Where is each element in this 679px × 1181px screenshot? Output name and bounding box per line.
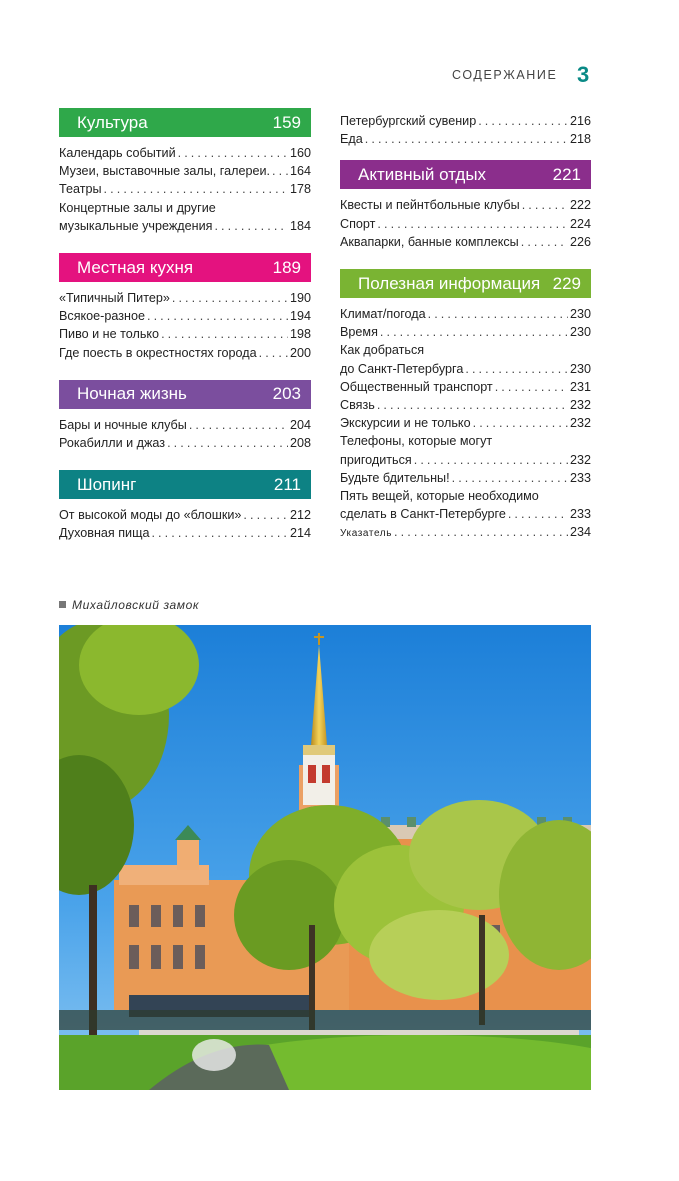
section-page: 159 [272,112,301,132]
toc-entry-title: «Типичный Питер» [59,291,170,306]
toc-section [59,380,311,452]
caption-text: Михайловский замок [72,598,200,612]
toc-entry[interactable] [59,524,311,542]
toc-entry[interactable] [340,112,591,130]
page-number: 3 [577,62,590,87]
toc-entry[interactable] [340,215,591,233]
toc-entry-leader [104,180,288,198]
toc-entry-page: 212 [289,508,311,523]
toc-entry[interactable] [59,416,311,434]
toc-entry[interactable] [59,307,311,325]
section-page: 211 [273,474,301,494]
toc-entry-page: 234 [569,525,591,540]
toc-entry-leader [172,289,288,307]
castle-illustration [59,625,591,1090]
toc-entry[interactable] [59,289,311,307]
toc-entry-leader [151,524,288,542]
toc-entry-title: Аквапарки, банные комплексы [340,234,519,249]
toc-entry-leader [478,112,568,130]
toc-section [59,253,311,362]
toc-entry-title: Указатель [340,528,393,540]
section-page: 203 [272,384,301,404]
toc-section [340,160,591,251]
toc-entry-title: музыкальные учреждения [59,218,213,233]
toc-entry-title-line: Телефоны, которые могут [340,434,493,449]
toc-entry[interactable] [340,414,591,432]
toc-entry-page: 224 [569,216,591,231]
toc-left-column [59,108,311,561]
toc-entry[interactable] [340,487,591,523]
toc-section [340,269,591,544]
toc-entry-leader [380,323,568,341]
toc-entry-page: 184 [289,218,311,233]
toc-entry-title: пригодиться [340,452,412,467]
toc-entry-leader [414,451,568,469]
toc-entry-leader [473,414,568,432]
toc-entry[interactable] [340,305,591,323]
toc-entry-page: 233 [569,470,591,485]
toc-section [59,108,311,235]
toc-entry-title: Связь [340,398,375,413]
header-label: СОДЕРЖАНИЕ [452,68,558,82]
toc-entry-leader [465,360,568,378]
toc-entry-leader [214,217,288,235]
toc-entry-page: 226 [569,234,591,249]
section-header[interactable] [59,380,311,409]
section-title: Активный отдых [358,164,487,184]
toc-entry-leader [428,305,568,323]
toc-entry-page: 190 [289,291,311,306]
toc-entry[interactable] [340,341,591,377]
toc-entry-leader [452,469,568,487]
toc-entry-title: Духовная пища [59,526,150,541]
toc-entry-title: Музеи, выставочные залы, галереи. [59,164,271,179]
toc-entry-page: 231 [569,379,591,394]
toc-entry-title: сделать в Санкт-Петербурге [340,507,506,522]
toc-entry-title: Спорт [340,216,376,231]
toc-entry-title: От высокой моды до «блошки» [59,508,242,523]
toc-entry-leader [167,434,288,452]
toc-right-column [340,112,591,562]
toc-entry-leader [508,505,568,523]
toc-entry-title: Пиво и не только [59,327,160,342]
toc-entry-page: 204 [289,417,311,432]
toc-entry-page: 164 [289,164,311,179]
toc-entry-page: 214 [289,526,311,541]
toc-entry-leader [377,215,568,233]
toc-entry-title-line: Как добраться [340,343,425,358]
section-title: Полезная информация [358,273,541,293]
toc-entry-title: Где поесть в окрестностях города [59,345,257,360]
toc-entry[interactable] [340,432,591,468]
toc-entry-leader [147,307,288,325]
toc-entry-title: Всякое-разное [59,309,145,324]
toc-entry-page: 222 [569,198,591,213]
toc-entry[interactable] [59,344,311,362]
toc-entry[interactable] [59,325,311,343]
section-header[interactable] [59,253,311,282]
toc-entry-page: 230 [569,325,591,340]
toc-entry-page: 160 [289,146,311,160]
section-title: Культура [77,112,148,132]
toc-entry-leader [522,196,568,214]
toc-entry-leader [272,162,288,180]
toc-entry-leader [161,325,288,343]
toc-entry-title: Экскурсии и не только [340,416,471,431]
toc-entry-leader [243,506,288,524]
toc-entry-leader [178,144,288,162]
toc-entry-title: Общественный транспорт [340,379,493,394]
toc-entry[interactable] [340,196,591,214]
toc-entry-title: Рокабилли и джаз [59,436,166,451]
toc-entry-page: 194 [289,309,311,324]
toc-entry[interactable] [340,378,591,396]
toc-entry-title: до Санкт-Петербурга [340,361,464,376]
mikhailovsky-castle-photo [59,625,591,1090]
toc-entry-page: 230 [569,361,591,376]
toc-entry-leader [495,378,568,396]
toc-entry-page: 233 [569,507,591,522]
toc-entry-page: 232 [569,398,591,413]
toc-entry[interactable] [59,199,311,235]
toc-entry[interactable] [340,469,591,487]
toc-entry-title: Театры [59,182,102,197]
toc-right-top-items [340,112,591,148]
toc-entry-title: Еда [340,132,363,147]
section-header[interactable] [59,108,311,137]
toc-entry-title: Календарь событий [59,146,176,160]
toc-entry[interactable] [340,523,591,543]
toc-entry-page: 218 [569,132,591,147]
toc-entry-leader [394,523,568,541]
caption-square-icon [59,601,66,608]
section-title: Ночная жизнь [77,384,187,404]
toc-entry-title: Будьте бдительны! [340,470,450,485]
toc-entry-title: Квесты и пейнтбольные клубы [340,198,520,213]
toc-entry-title-line: Пять вещей, которые необходимо [340,489,539,504]
toc-entry-title: Бары и ночные клубы [59,417,187,432]
toc-entry-page: 216 [569,114,591,128]
toc-section [59,470,311,542]
toc-entry-title: Климат/погода [340,307,426,322]
toc-entry-page: 198 [289,327,311,342]
toc-entry[interactable] [59,434,311,452]
toc-entry-leader [189,416,288,434]
toc-entry[interactable] [59,180,311,198]
section-header[interactable] [340,160,591,189]
toc-entry-page: 178 [289,182,311,197]
toc-entry-page: 208 [289,436,311,451]
toc-entry-title: Петербургский сувенир [340,114,477,128]
toc-entry-leader [259,344,288,362]
section-title: Местная кухня [77,257,194,277]
section-header[interactable] [340,269,591,298]
toc-entry[interactable] [59,162,311,180]
toc-entry-page: 232 [569,452,591,467]
toc-entry-page: 230 [569,307,591,322]
section-header[interactable] [59,470,311,499]
toc-entry-title: Время [340,325,378,340]
section-page: 189 [272,257,301,277]
section-page: 221 [552,164,581,184]
toc-entry[interactable] [59,506,311,524]
toc-entry[interactable] [340,130,591,148]
toc-entry-leader [377,396,568,414]
toc-entry-leader [521,233,568,251]
toc-entry-page: 232 [569,416,591,431]
section-title: Шопинг [77,474,137,494]
toc-entry-leader [365,130,568,148]
toc-entry[interactable] [340,233,591,251]
toc-entry-page: 200 [289,345,311,360]
toc-entry[interactable] [340,323,591,341]
photo-caption [59,598,199,612]
toc-entry[interactable] [59,144,311,162]
section-page: 229 [552,273,581,293]
toc-entry-title-line: Концертные залы и другие [59,200,216,215]
toc-entry[interactable] [340,396,591,414]
